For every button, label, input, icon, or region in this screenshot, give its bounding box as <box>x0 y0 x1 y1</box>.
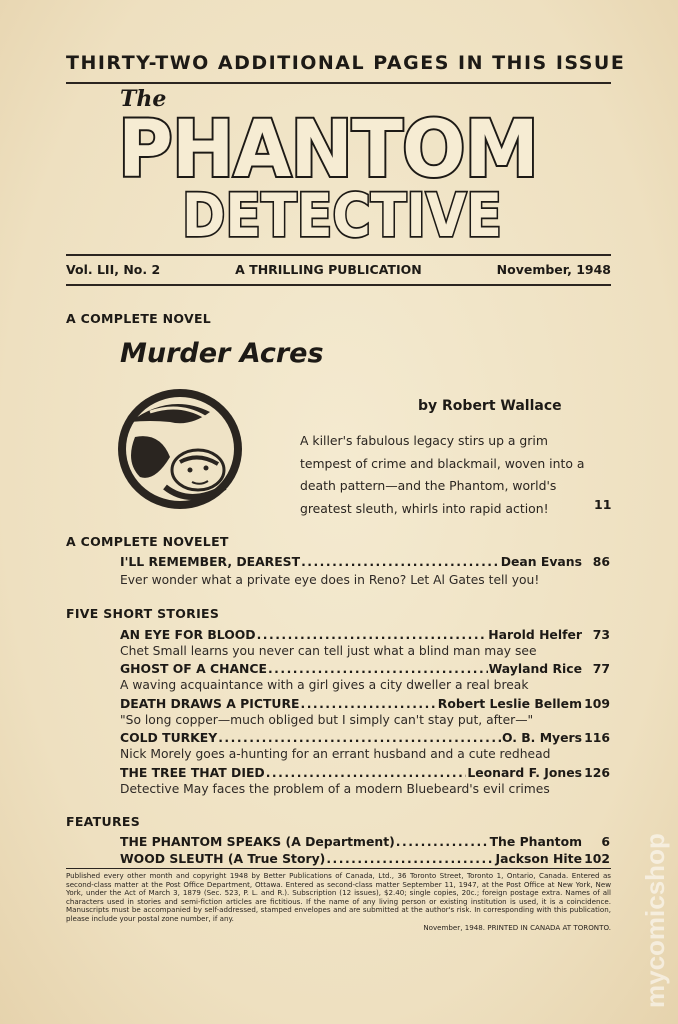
logo-the: The <box>120 86 167 112</box>
entry-author: The Phantom <box>489 834 582 849</box>
entry-author: Dean Evans <box>500 554 582 569</box>
logo-phantom: PHANTOM <box>118 105 538 195</box>
toc-entry[interactable] <box>120 696 610 711</box>
entry-page: 86 <box>592 554 610 569</box>
entry-title: I'LL REMEMBER, DEAREST <box>120 554 301 569</box>
dot-leader <box>396 834 489 849</box>
entry-author: O. B. Myers <box>501 730 582 745</box>
novel-title: Murder Acres <box>120 338 324 369</box>
footer-rule <box>66 868 611 869</box>
dot-leader <box>326 851 494 866</box>
novel-author: by Robert Wallace <box>418 398 562 414</box>
section-features: FEATURES <box>66 814 141 829</box>
dot-leader <box>301 554 500 569</box>
publication-notice <box>66 872 611 932</box>
entry-author: Harold Helfer <box>488 627 582 642</box>
entry-title: WOOD SLEUTH (A True Story) <box>120 851 326 866</box>
dot-leader <box>266 765 467 780</box>
issue-date: November, 1948 <box>496 262 611 277</box>
illustration-hand-and-face <box>110 382 250 517</box>
novel-blurb: A killer's fabulous legacy stirs up a grim tempest of crime and blackmail, woven into a death pattern—and the Phantom, world's greatest sleuth, whirls into rapid action! <box>300 433 585 516</box>
entry-description: Ever wonder what a private eye does in Reno? Let Al Gates tell you! <box>120 573 540 587</box>
dot-leader <box>218 730 501 745</box>
entry-author: Jackson Hite <box>495 851 582 866</box>
entry-title: DEATH DRAWS A PICTURE <box>120 696 300 711</box>
entry-title: GHOST OF A CHANCE <box>120 661 267 676</box>
watermark <box>640 760 670 1010</box>
entry-page: 77 <box>592 661 610 676</box>
top-banner: THIRTY-TWO ADDITIONAL PAGES IN THIS ISSUE <box>66 52 626 74</box>
entry-title: THE PHANTOM SPEAKS (A Department) <box>120 834 395 849</box>
entry-author: Robert Leslie Bellem <box>437 696 582 711</box>
entry-page: 109 <box>584 696 610 711</box>
entry-description: "So long copper—much obliged but I simply can't stay put, after—" <box>120 713 534 727</box>
masthead-bottom-rule <box>66 284 611 286</box>
entry-title: AN EYE FOR BLOOD <box>120 627 256 642</box>
entry-page: 102 <box>584 851 610 866</box>
entry-description: Chet Small learns you never can tell just what a blind man may see <box>120 644 537 658</box>
novel-page-number: 11 <box>594 497 612 512</box>
entry-description: Detective May faces the problem of a modern Bluebeard's evil crimes <box>120 782 550 796</box>
entry-page: 126 <box>584 765 610 780</box>
dot-leader <box>257 627 488 642</box>
dot-leader <box>268 661 488 676</box>
toc-entry[interactable] <box>120 661 610 676</box>
entry-description: A waving acquaintance with a girl gives a city dweller a real break <box>120 678 529 692</box>
entry-title: THE TREE THAT DIED <box>120 765 265 780</box>
section-complete-novelet: A COMPLETE NOVELET <box>66 534 229 549</box>
publication-notice-last-line: November, 1948. PRINTED IN CANADA AT TORONTO. <box>423 922 611 932</box>
toc-entry[interactable] <box>120 627 610 642</box>
phantom-detective-logo <box>100 84 580 244</box>
entry-author: Wayland Rice <box>488 661 582 676</box>
toc-entry[interactable] <box>120 730 610 745</box>
publication-tagline: A THRILLING PUBLICATION <box>235 262 422 277</box>
entry-title: COLD TURKEY <box>120 730 218 745</box>
section-short-stories: FIVE SHORT STORIES <box>66 606 220 621</box>
section-complete-novel: A COMPLETE NOVEL <box>66 311 212 326</box>
dot-leader <box>300 696 436 711</box>
entry-page: 6 <box>601 834 610 849</box>
entry-page: 73 <box>592 627 610 642</box>
masthead-top-rule <box>66 254 611 256</box>
volume-number: Vol. LII, No. 2 <box>66 262 161 277</box>
masthead-row <box>66 262 611 277</box>
watermark-text: mycomicshop <box>640 833 670 1008</box>
entry-description: Nick Morely goes a-hunting for an errant husband and a cute redhead <box>120 747 551 761</box>
toc-entry[interactable] <box>120 851 610 866</box>
logo-detective: DETECTIVE <box>182 181 502 244</box>
toc-entry[interactable] <box>120 554 610 569</box>
toc-entry[interactable] <box>120 765 610 780</box>
publication-notice-text: Published every other month and copyright 1948 by Better Publications of Canada, Ltd., 36 Toronto Street, Toronto 1, Ontario, Canada. Entered as second-class matter at the Post Office Department, Ottawa. Entered as second-class matter September 11, 1947, at the Post Office at New York, New York, under the Act of March 3, 1879 (Sec. 523, P. L. and R.). Subscription (12 issues), $2.40; single copies, 20c.; foreign postage extra. Names of all characters used in stories and semi-fiction articles are fictitious. If the name of any living person or existing institution is used, it is a coincidence. Manuscripts must be accompanied by self-addressed, stamped envelopes and are submitted at the author's risk. In corresponding with this publication, please include your postal zone number, if any. <box>66 871 611 923</box>
entry-author: Leonard F. Jones <box>467 765 582 780</box>
toc-entry[interactable] <box>120 834 610 849</box>
entry-page: 116 <box>584 730 610 745</box>
